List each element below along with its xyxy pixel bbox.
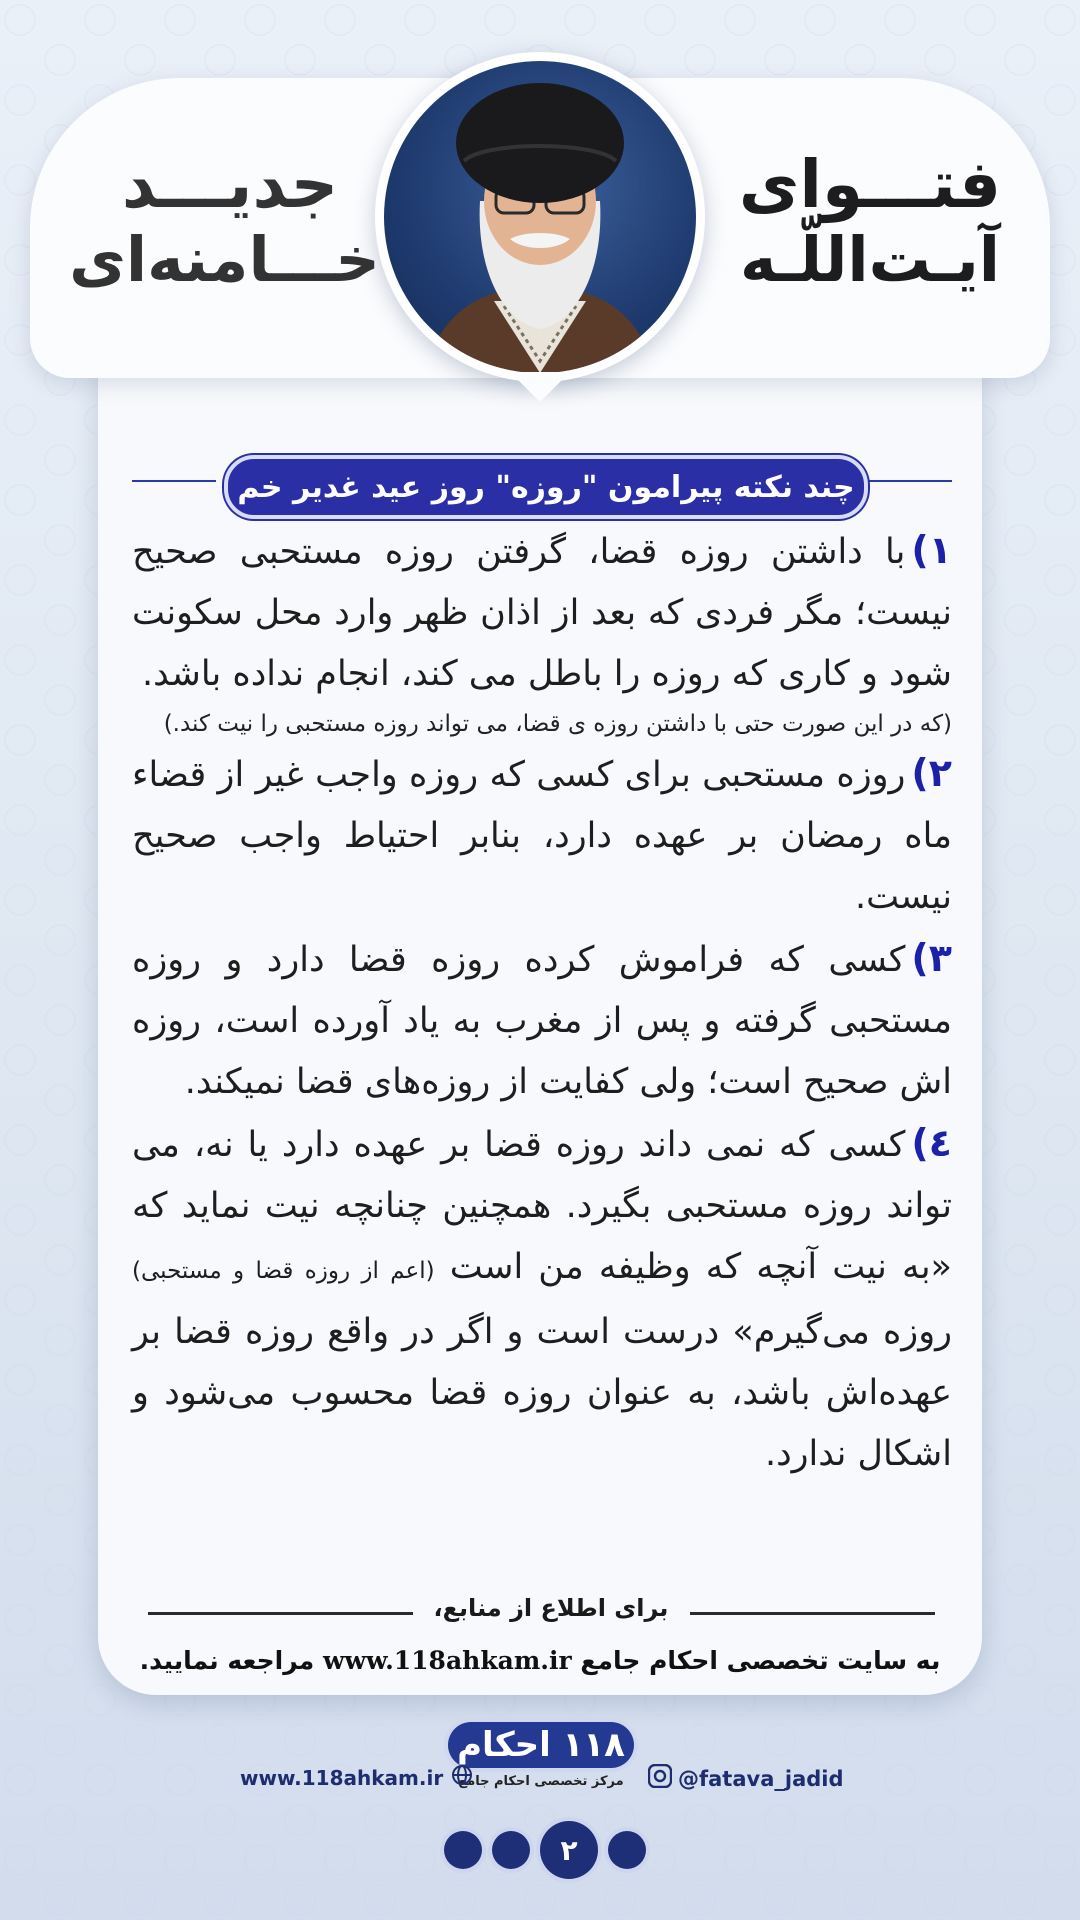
footer-ref-before: به سایت تخصصی احکام جامع	[580, 1646, 941, 1675]
item-text-continued: روزه می‌گیرم» درست است و اگر در واقع روزه قضا بر عهده‌اش باشد، به عنوان روزه قضا محسوب می‌شود و اشکال ندارد.	[132, 1312, 952, 1474]
fatwa-list	[132, 520, 952, 1485]
footer-ref-site-link[interactable]: www.118ahkam.ir	[323, 1646, 572, 1675]
title-khamenei: خـــامنه‌ای	[69, 223, 380, 297]
title-fatwa: فتـــوای	[738, 146, 1002, 223]
header-title-left	[69, 146, 380, 297]
list-item	[132, 928, 952, 1113]
item-text: کسی که فراموش کرده روزه قضا دارد و روزه مستحبی گرفته و پس از مغرب به یاد آورده است، روزه اش صحیح است؛ ولی کفایت از روزه‌های قضا نمیکند.	[132, 940, 952, 1102]
brand-logo: ۱۱۸ احکام	[448, 1722, 634, 1768]
header-title-right	[720, 146, 1020, 297]
page-indicator	[440, 1815, 640, 1885]
footer-reference	[120, 1646, 960, 1675]
section-title: چند نکته پیرامون "روزه" روز عید غدیر خم	[224, 455, 868, 519]
page-dot[interactable]	[608, 1831, 646, 1869]
footer-info-line: برای اطلاع از منابع،	[433, 1594, 669, 1622]
item-note-inline: (اعم از روزه قضا و مستحبی)	[132, 1258, 435, 1284]
item-number: ٤)	[911, 1121, 952, 1165]
item-text: با داشتن روزه قضا، گرفتن روزه مستحبی صحیح نیست؛ مگر فردی که بعد از اذان ظهر وارد محل سکونت شود و کاری که روزه را باطل می کند، انجام نداده باشد.	[132, 532, 952, 694]
item-text: روزه مستحبی برای کسی که روزه واجب غیر از قضاء ماه رمضان بر عهده دارد، بنابر احتیاط واجب صحیح نیست.	[132, 755, 952, 917]
footer-rule-right	[690, 1612, 935, 1615]
title-rule-right	[868, 480, 952, 482]
social-handle-link[interactable]	[648, 1764, 844, 1793]
website-link[interactable]	[240, 1764, 473, 1791]
portrait-image	[384, 61, 696, 373]
footer-ref-after: مراجعه نمایید.	[139, 1646, 315, 1675]
portrait-illustration	[384, 61, 696, 373]
item-number: ۳)	[911, 936, 952, 980]
page-dot-active[interactable]: ۲	[540, 1821, 598, 1879]
brand-subtitle: مرکز تخصصی احکام جامع	[458, 1774, 624, 1789]
title-new: جدیـــد	[121, 146, 339, 223]
page-dot[interactable]	[444, 1831, 482, 1869]
item-text: کسی که نمی داند روزه قضا بر عهده دارد یا نه، می تواند روزه مستحبی بگیرد. همچنین چنانچه نیت نماید که «به نیت آنچه که وظیفه من است	[132, 1125, 952, 1287]
list-item	[132, 1113, 952, 1485]
globe-icon	[451, 1764, 473, 1791]
title-rule-left	[132, 480, 216, 482]
footer-rule-left	[148, 1612, 413, 1615]
website-text: www.118ahkam.ir	[240, 1765, 444, 1790]
item-number: ۲)	[911, 751, 952, 795]
page-dot[interactable]	[492, 1831, 530, 1869]
list-item	[132, 520, 952, 743]
list-item	[132, 743, 952, 928]
item-number: ۱)	[911, 528, 952, 572]
item-note: (که در این صورت حتی با داشتن روزه ی قضا، می تواند روزه مستحبی را نیت کند.)	[163, 711, 952, 737]
title-ayatollah: آیـت‌اللّـه	[740, 223, 1000, 297]
social-handle-text: @fatava_jadid	[678, 1766, 844, 1791]
eitaa-icon	[648, 1764, 672, 1793]
